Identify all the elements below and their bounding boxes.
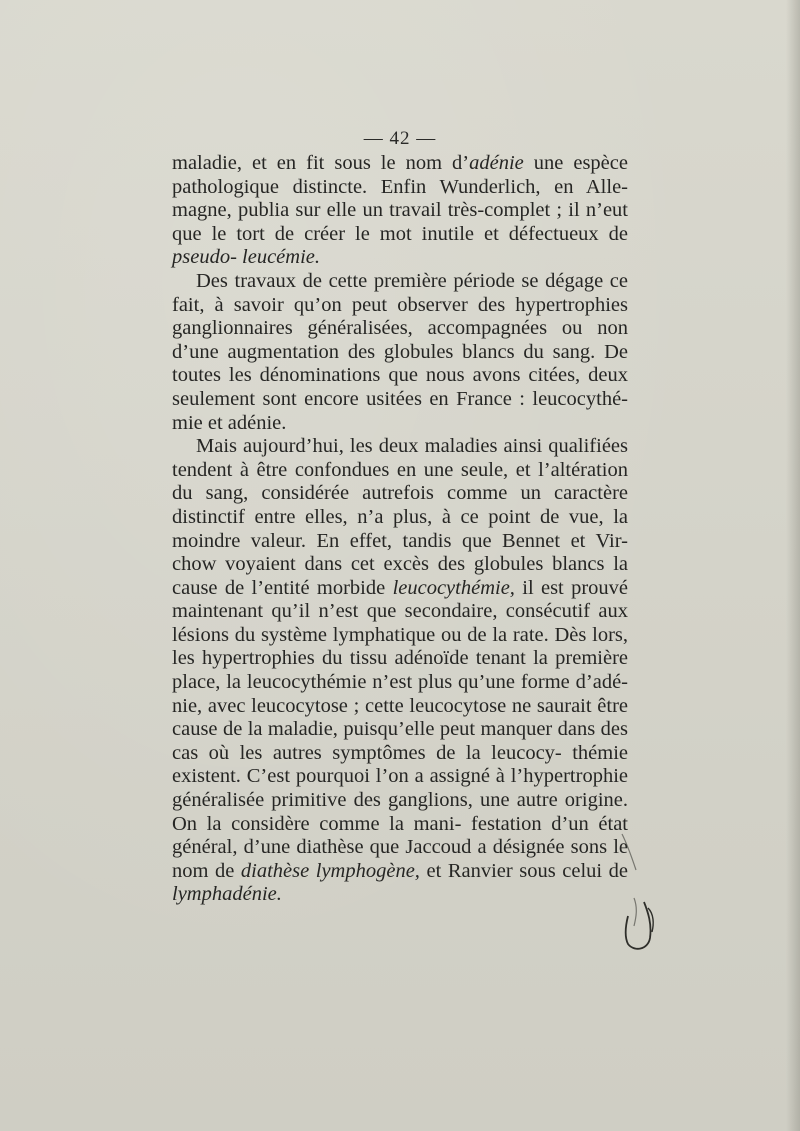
paragraph	[172, 152, 628, 270]
handwritten-margin-mark	[614, 828, 664, 958]
italic-text: lymphadénie.	[172, 883, 282, 906]
body-text	[172, 152, 628, 907]
italic-text: pseudo- leucémie.	[172, 246, 320, 269]
text-run: une espèce pathologique distincte. Enfin Wunderlich, en Alle- magne, publia sur elle un travail très-complet ; il n’eut que le tort de créer le mot inutile et défectueux de	[172, 152, 628, 245]
text-run: maladie, et en fit sous le nom d’	[172, 152, 470, 174]
text-run: Des travaux de cette première période se dégage ce fait, à savoir qu’on peut observer des hypertrophies ganglionnaires généralisées, accompagnées ou non d’une augmentation des globules blancs du sang. De toutes les dénominations que nous avons citées, deux seulement sont encore usitées en France : leucocythé- mie et adénie.	[172, 269, 628, 434]
text-run: Mais aujourd’hui, les deux maladies ainsi qualifiées tendent à être confondues en une seule, et l’altération du sang, considérée autrefois comme un caractère distinctif entre elles, n’a plus, à ce point de vue, la moindre valeur. En effet, tandis que Bennet et Vir- chow voyaient dans cet excès des globules blancs la cause de l’entité morbide	[172, 435, 628, 599]
paragraph	[172, 270, 628, 435]
text-run: il est prouvé maintenant qu’il n’est que secondaire, consécutif aux lésions du système lymphatique ou de la rate. Dès lors, les hypertrophies du tissu adénoïde tenant la première place, la leucocythémie n’est plus qu’une forme d’adé- nie, avec leucocytose ; cette leucocytose ne saurait être cause de la maladie, puisqu’elle peut manquer dans des cas où les autres symptômes de la leucocy- thémie existent. C’est pourquoi l’on a assigné à l’hypertrophie généralisée primitive des ganglions, une autre origine. On la considère comme la mani- festation d’un état général, d’une diathèse que Jaccoud a désignée sons le nom de	[172, 576, 628, 882]
italic-text: diathèse lymphogène,	[240, 859, 420, 882]
page-number: — 42 —	[363, 128, 437, 149]
italic-text: leucocythémie,	[392, 576, 515, 599]
page-edge-shadow	[786, 0, 800, 1131]
italic-text: adénie	[469, 152, 524, 174]
text-run: et Ranvier sous celui de	[419, 859, 628, 882]
paragraph	[172, 435, 628, 907]
